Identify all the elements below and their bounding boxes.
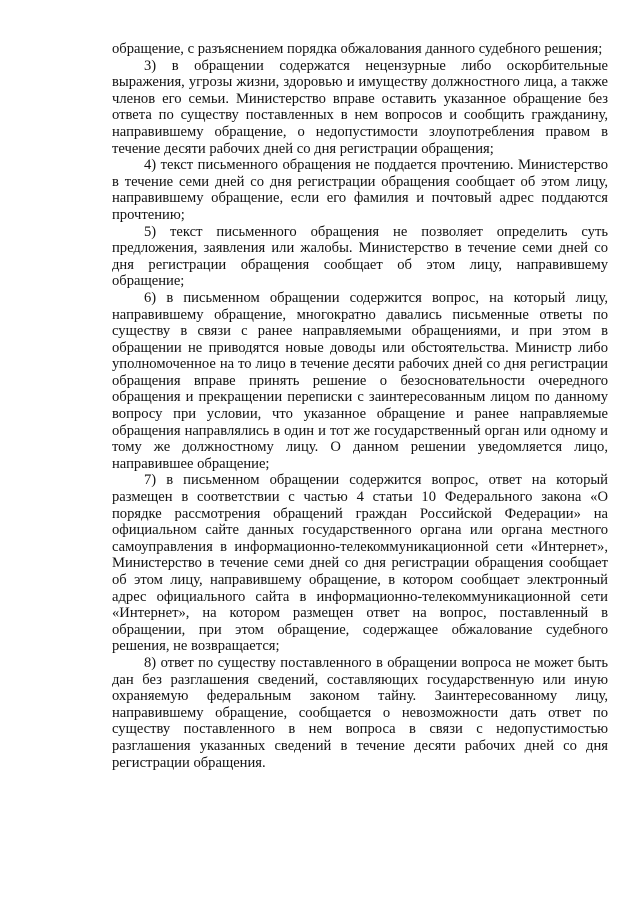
document-body (112, 41, 608, 771)
paragraph-continuation: обращение, с разъяснением порядка обжалования данного судебного решения; (112, 41, 603, 57)
paragraph-item-3: 3) в обращении содержатся нецензурные либо оскорбительные выражения, угрозы жизни, здоровью и имуществу должностного лица, а также членов его семьи. Министерство вправе оставить указанное обращение без ответа по существу поставленных в нем вопросов и сообщить гражданину, направившему обращение, о недопустимости злоупотребления правом в течение десяти рабочих дней со дня регистрации обращения; (112, 57, 608, 157)
paragraph-item-4: 4) текст письменного обращения не поддается прочтению. Министерство в течение семи дней со дня регистрации обращения сообщает об этом лицу, направившему обращение, если его фамилия и почтовый адрес поддаются прочтению; (112, 157, 608, 223)
paragraph-item-6: 6) в письменном обращении содержится вопрос, на который лицу, направившему обращение, многократно давались письменные ответы по существу в связи с ранее направляемыми обращениями, и при этом в обращении не приводятся новые доводы или обстоятельства. Министр либо уполномоченное на то лицо в течение десяти рабочих дней со дня регистрации обращения вправе принять решение о безосновательности очередного обращения и прекращении переписки с заинтересованным лицом по данному вопросу при условии, что указанное обращение и ранее направляемые обращения направлялись в один и тот же государственный орган или одному и тому же должностному лицу. О данном решении уведомляется лицо, направившее обращение; (112, 289, 608, 472)
paragraph-item-5: 5) текст письменного обращения не позволяет определить суть предложения, заявления или жалобы. Министерство в течение семи дней со дня регистрации обращения сообщает об этом лицу, направившему обращение; (112, 223, 608, 290)
paragraph-item-8: 8) ответ по существу поставленного в обращении вопроса не может быть дан без разглашения сведений, составляющих государственную или иную охраняемую федеральным законом тайну. Заинтересованному лицу, направившему обращение, сообщается о невозможности дать ответ по существу поставленного в нем вопроса в связи с недопустимостью разглашения указанных сведений в течение десяти рабочих дней со дня регистрации обращения. (112, 654, 608, 771)
paragraph-item-7: 7) в письменном обращении содержится вопрос, ответ на который размещен в соответствии с частью 4 статьи 10 Федерального закона «О порядке рассмотрения обращений граждан Российской Федерации» на официальном сайте данных государственного органа или органа местного самоуправления в информационно-телекоммуникационной сети «Интернет», Министерство в течение семи дней со дня регистрации обращения сообщает об этом лицу, направившему обращение, в котором сообщает электронный адрес официального сайта в информационно-телекоммуникационной сети «Интернет», на котором размещен ответ на вопрос, поставленный в обращении, при этом обращение, содержащее обжалование судебного решения, не возвращается; (112, 472, 608, 655)
